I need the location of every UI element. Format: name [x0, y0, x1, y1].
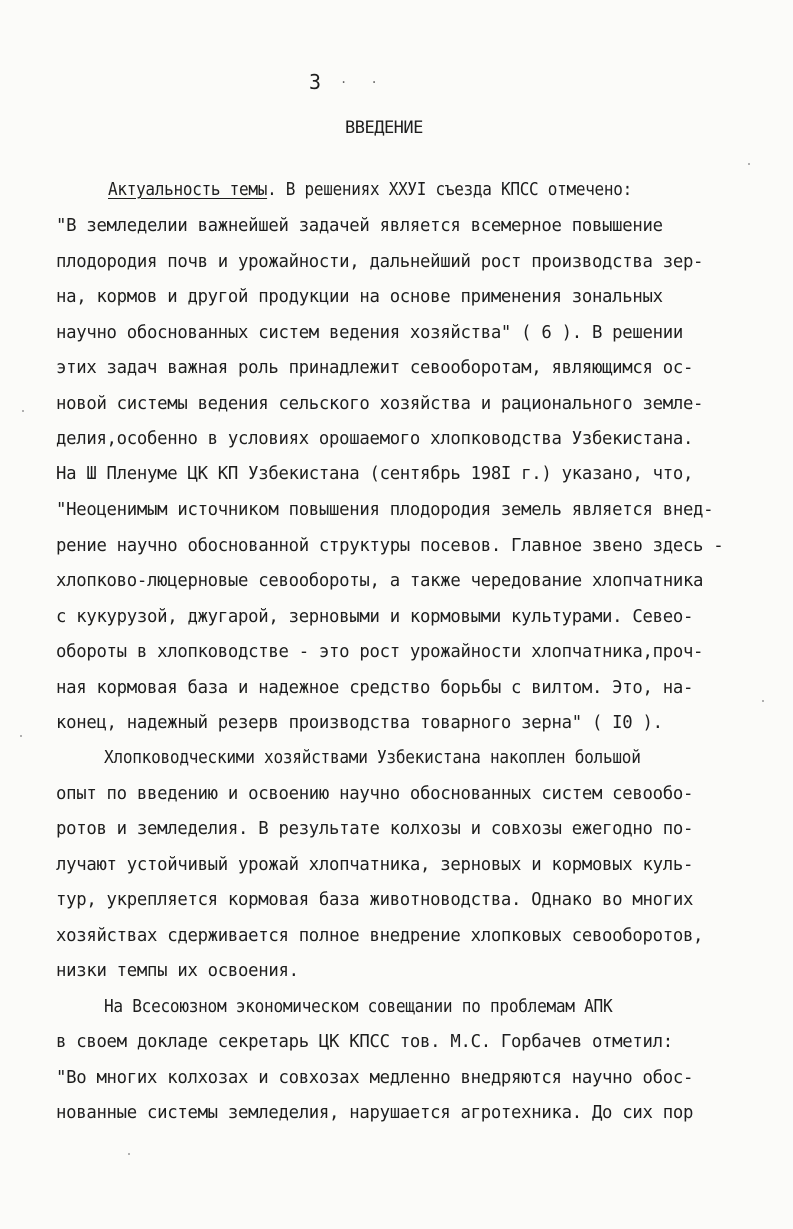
text-fragment: . В решениях XXУI съезда КПСС отмечено:: [267, 180, 632, 200]
text-line: На Всесоюзном экономическом совещании по проблемам АПК: [104, 997, 613, 1017]
text-line: конец, надежный резерв производства товарного зерна" ( I0 ).: [56, 713, 663, 733]
stray-dots: . .: [340, 72, 386, 86]
text-line: новой системы ведения сельского хозяйства и рационального земле-: [56, 394, 704, 414]
text-line: низки темпы их освоения.: [56, 961, 299, 981]
text-line: с кукурузой, джугарой, зерновыми и кормовыми культурами. Севео-: [56, 607, 694, 627]
text-line: "В земледелии важнейшей задачей является всемерное повышение: [56, 216, 663, 236]
text-line: [108, 178, 752, 202]
paper-speck: [762, 700, 764, 702]
text-line: делия,особенно в условиях орошаемого хлопководства Узбекистана.: [56, 429, 694, 449]
text-line: научно обоснованных систем ведения хозяйства" ( 6 ). В решении: [56, 323, 683, 343]
text-line: тур, укрепляется кормовая база животноводства. Однако во многих: [56, 890, 694, 910]
text-line: хозяйствах сдерживается полное внедрение хлопковых севооборотов,: [56, 926, 704, 946]
page-number: 3: [309, 70, 322, 94]
text-line: На Ш Пленуме ЦК КП Узбекистана (сентябрь 198I г.) указано, что,: [56, 464, 694, 484]
paper-speck: [20, 735, 22, 737]
text-line: рение научно обоснованной структуры посевов. Главное звено здесь -: [56, 536, 724, 556]
paper-speck: [128, 1153, 130, 1155]
text-line: хлопково-люцерновые севообороты, а также чередование хлопчатника: [56, 571, 704, 591]
text-line: лучают устойчивый урожай хлопчатника, зерновых и кормовых куль-: [56, 855, 694, 875]
text-line: обороты в хлопководстве - это рост урожайности хлопчатника,проч-: [56, 642, 704, 662]
text-line: "Неоценимым источником повышения плодородия земель является внед-: [56, 500, 714, 520]
text-line: ротов и земледелия. В результате колхозы и совхозы ежегодно по-: [56, 819, 694, 839]
text-line: ная кормовая база и надежное средство борьбы с вилтом. Это, на-: [56, 678, 694, 698]
paper-speck: [22, 410, 24, 412]
text-line: на, кормов и другой продукции на основе применения зональных: [56, 287, 663, 307]
text-line: Хлопководческими хозяйствами Узбекистана накоплен большой: [104, 748, 641, 768]
text-line: этих задач важная роль принадлежит севооборотам, являющимся ос-: [56, 358, 694, 378]
text-line: "Во многих колхозах и совхозах медленно внедряются научно обос-: [56, 1068, 694, 1088]
text-line: опыт по введению и освоению научно обоснованных систем севообо-: [56, 784, 694, 804]
text-line: в своем докладе секретарь ЦК КПСС тов. М.С. Горбачев отметил:: [56, 1032, 673, 1052]
section-heading: ВВЕДЕНИЕ: [345, 118, 423, 138]
paper-speck: [748, 163, 750, 165]
text-line: нованные системы земледелия, нарушается агротехника. До сих пор: [56, 1103, 694, 1123]
topic-relevance-label: Актуальность темы: [108, 180, 268, 200]
text-line: плодородия почв и урожайности, дальнейший рост производства зер-: [56, 252, 704, 272]
